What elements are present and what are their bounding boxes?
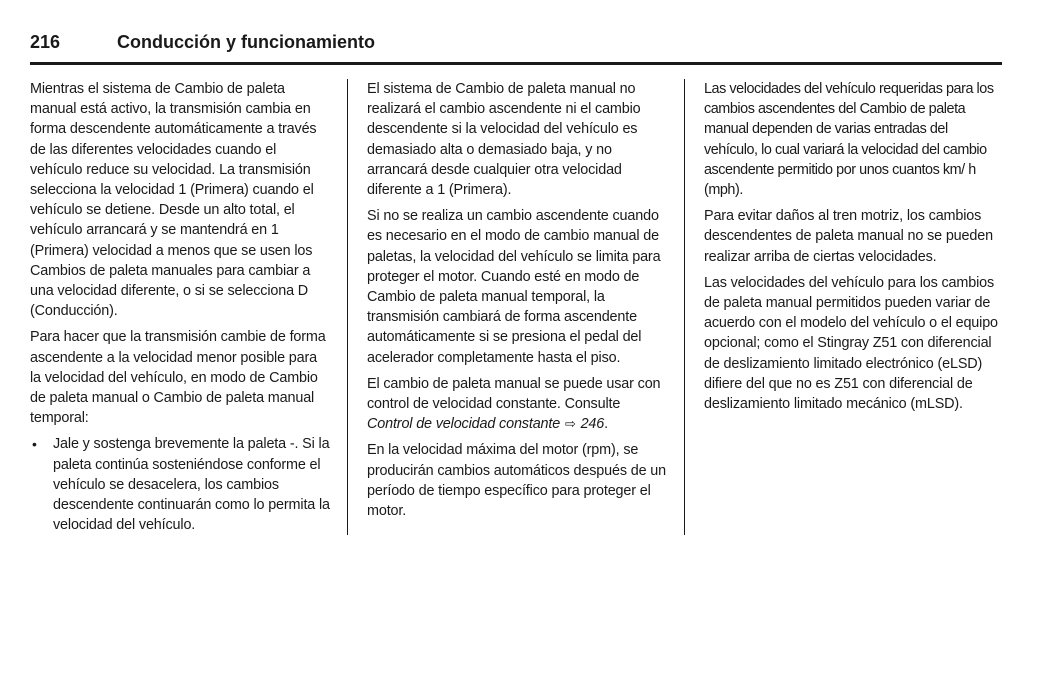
paragraph: El sistema de Cambio de paleta manual no realizará el cambio ascendente ni el cambio descendente si la velocidad del vehículo es demasiado alta o demasiado baja, y no arrancará desde cualquier otra velocidad diferente a 1 (Primera).: [367, 81, 641, 199]
paragraph: Si no se realiza un cambio ascendente cuando es necesario en el modo de cambio manual de paletas, la velocidad del vehículo se limita para proteger el motor. Cuando esté en modo de Cambio de paleta manual temporal, la transmisión cambiará de forma ascendente automáticamente si se presiona el pedal del acelerador completamente hasta el piso.: [367, 208, 661, 366]
page-header: [30, 30, 1002, 65]
cross-reference-link[interactable]: Control de velocidad constante: [367, 416, 561, 433]
text-column-1: [30, 79, 330, 541]
cross-reference-page[interactable]: 246: [580, 416, 605, 433]
bullet-list-item: [30, 434, 330, 535]
text-column-3: [704, 79, 1004, 420]
paragraph: Mientras el sistema de Cambio de paleta manual está activo, la transmisión cambia en forma descendente automáticamente a través de las diferentes velocidades cuando el vehículo reduce su velocidad. La transmisión selecciona la velocidad 1 (Primera) cuando el vehículo se detiene. Desde un alto total, el vehículo arrancará y se mantendrá en 1 (Primera) velocidad a menos que se usen los Cambios de paleta manuales para cambiar a una velocidad diferente, o si se selecciona D (Conducción).: [30, 81, 317, 320]
paragraph: Para evitar daños al tren motriz, los cambios descendentes de paleta manual no se pueden realizar arriba de ciertas velocidades.: [704, 208, 993, 265]
paragraph: En la velocidad máxima del motor (rpm), se producirán cambios automáticos después de un período de tiempo específico para proteger el motor.: [367, 442, 666, 520]
text-column-2: [367, 79, 667, 527]
paragraph-text: El cambio de paleta manual se puede usar con control de velocidad constante. Consulte: [367, 375, 661, 413]
section-title: Conducción y funcionamiento: [117, 32, 376, 52]
bullet-text: Jale y sostenga brevemente la paleta -. Si la paleta continúa sosteniéndose conforme el vehículo se desacelera, los cambios descendente continuarán como lo permita la velocidad del vehículo.: [53, 436, 330, 534]
page-number: 216: [30, 32, 61, 52]
column-divider: [347, 79, 348, 535]
paragraph: [367, 374, 667, 435]
paragraph-end: .: [604, 416, 608, 433]
paragraph: Las velocidades del vehículo requeridas para los cambios ascendentes del Cambio de paleta manual dependen de varias entradas del vehículo, lo cual variará la velocidad del cambio ascendente permitido por unos cuantos km/ h (mph).: [704, 81, 994, 199]
bullet-icon: •: [32, 436, 37, 453]
page-reference-arrow-icon: ⇨: [564, 416, 576, 432]
paragraph: Para hacer que la transmisión cambie de forma ascendente a la velocidad menor posible para la velocidad del vehículo, en modo de Cambio de paleta manual o Cambio de paleta manual temporal:: [30, 329, 326, 427]
paragraph: Las velocidades del vehículo para los cambios de paleta manual permitidos pueden variar de acuerdo con el modelo del vehículo o el equipo opcional; como el Stingray Z51 con diferencial de deslizamiento limitado electrónico (eLSD) difiere del que no es Z51 con diferencial de deslizamiento limitado mecánico (mLSD).: [704, 274, 998, 413]
column-divider: [684, 79, 685, 535]
